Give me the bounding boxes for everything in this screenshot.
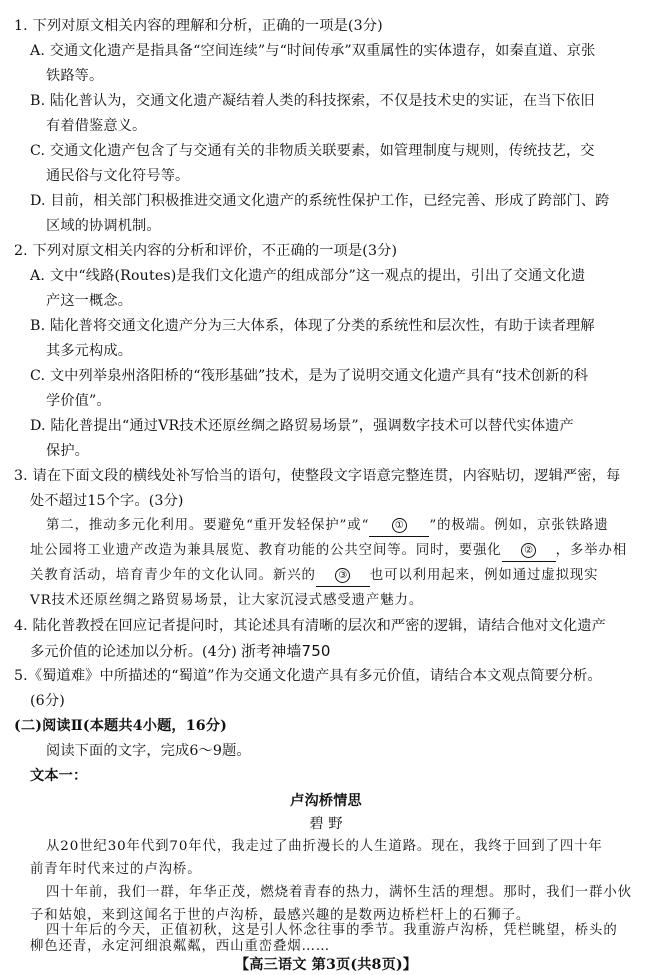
q4-line1: 4. 陆化普教授在回应记者提问时，其论述具有清晰的层次和严密的逻辑，请结合他对文化遗产 [14,618,606,634]
q1-option-a-line2: 铁路等。 [46,68,104,84]
q3-passage-text: 第二，推动多元化利用。要避免“重开发轻保护”或“ [46,518,370,533]
q4-line2 [30,641,331,662]
q3-passage-text: ”的极端。例如，京张铁路遗 [429,518,609,533]
q3-passage-text: 关教育活动，培育青少年的文化认同。新兴的 [30,568,316,583]
article-p3-line2: 柳色还青，永定河细浪粼粼，西山重峦叠烟…… [30,939,331,954]
text-one-label: 文本一： [30,768,88,784]
q1-option-b-line1: B. 陆化普认为，交通文化遗产凝结着人类的科技探索，不仅是技术史的实证，在当下依旧 [30,93,595,109]
q5-line1: 5.《蜀道难》中所描述的“蜀道”作为交通文化遗产具有多元价值，请结合本文观点简要分析。 [14,668,602,684]
q3-passage-line1 [46,516,609,537]
q2-option-b-line2: 其多元构成。 [46,343,133,359]
watermark-text: 浙考神墙750 [240,642,331,660]
q3-passage-text: ，多举办相 [555,543,628,558]
article-p3-line1: 四十年后的今天，正值初秋，这是引人怀念往事的季节。我重游卢沟桥，凭栏眺望，桥头的 [46,923,618,938]
article-p1-line1: 从20世纪30年代到70年代，我走过了曲折漫长的人生道路。现在，我终于回到了四十年 [46,839,603,854]
article-p2-line1: 四十年前，我们一群，年华正茂，燃烧着青春的热力，满怀生活的理想。那时，我们一群小伙 [46,885,632,900]
q2-option-c-line2: 学价值”。 [46,393,111,409]
q2-option-c-line1: C. 文中列举泉州洛阳桥的“筏形基础”技术，是为了说明交通文化遗产具有“技术创新的科 [30,368,589,384]
q2-stem: 2. 下列对原文相关内容的分析和评价，不正确的一项是(3分) [14,243,398,259]
q2-option-a-line2: 产这一概念。 [46,293,133,309]
q3-blank-1[interactable] [369,516,429,537]
q1-option-a-line1: A. 交通文化遗产是指具备“空间连续”与“时间传承”双重属性的实体遗存，如秦直道、京张 [30,43,596,59]
q3-passage-text: 也可以利用起来，例如通过虚拟现实 [369,568,599,583]
q3-passage-line4: VR技术还原丝绸之路贸易场景，让大家沉浸式感受遗产魅力。 [30,593,424,608]
section-heading: (二)阅读Ⅱ(本题共4小题，16分) [14,718,227,734]
q2-option-d-line1: D. 陆化普提出“通过VR技术还原丝绸之路贸易场景”，强调数字技术可以替代实体遗产 [30,418,574,434]
article-title: 卢沟桥情思 [290,793,362,809]
q1-stem: 1. 下列对原文相关内容的理解和分析，正确的一项是(3分) [14,18,383,34]
page-footer: 【高三语文 第3页(共8页)】 [234,957,418,973]
article-p2-line2: 子和姑娘，来到这闻名于世的卢沟桥，最感兴趣的是数两边桥栏杆上的石狮子。 [30,908,531,923]
q1-option-d-line2: 区域的协调机制。 [46,218,161,234]
q1-option-c-line2: 通民俗与文化符号等。 [46,168,190,184]
q3-stem-line1: 3. 请在下面文段的横线处补写恰当的语句，使整段文字语意完整连贯，内容贴切，逻辑严密，每 [14,468,621,484]
q3-stem-line2: 处不超过15个字。(3分) [30,493,184,509]
article-author: 碧 野 [309,816,343,832]
q3-blank-2[interactable] [502,541,556,562]
q2-option-a-line1: A. 文中“线路(Routes)是我们文化遗产的组成部分”这一观点的提出，引出了交通文化遗 [30,268,586,284]
q2-option-d-line2: 保护。 [46,443,90,459]
q1-option-b-line2: 有着借鉴意义。 [46,118,147,134]
q1-option-c-line1: C. 交通文化遗产包含了与交通有关的非物质关联要素，如管理制度与规则，传统技艺，交 [30,143,595,159]
q1-option-d-line1: D. 目前，相关部门积极推进交通文化遗产的系统性保护工作，已经完善、形成了跨部门、跨 [30,193,610,209]
section-instruction: 阅读下面的文字，完成6～9题。 [46,743,251,759]
blank-marker-2: ② [521,543,536,558]
q4-text: 多元价值的论述加以分析。(4分) [30,644,237,660]
q2-option-b-line1: B. 陆化普将交通文化遗产分为三大体系，体现了分类的系统性和层次性，有助于读者理解 [30,318,595,334]
q3-blank-3[interactable] [316,566,370,587]
q5-line2: (6分) [30,693,65,709]
blank-marker-3: ③ [335,568,350,583]
article-p1-line2: 前青年时代来过的卢沟桥。 [30,862,202,877]
blank-marker-1: ① [392,518,407,533]
q3-passage-line3 [30,566,598,587]
q3-passage-text: 址公园将工业遗产改造为兼具展览、教育功能的公共空间等。同时，要强化 [30,543,502,558]
q3-passage-line2 [30,541,627,562]
